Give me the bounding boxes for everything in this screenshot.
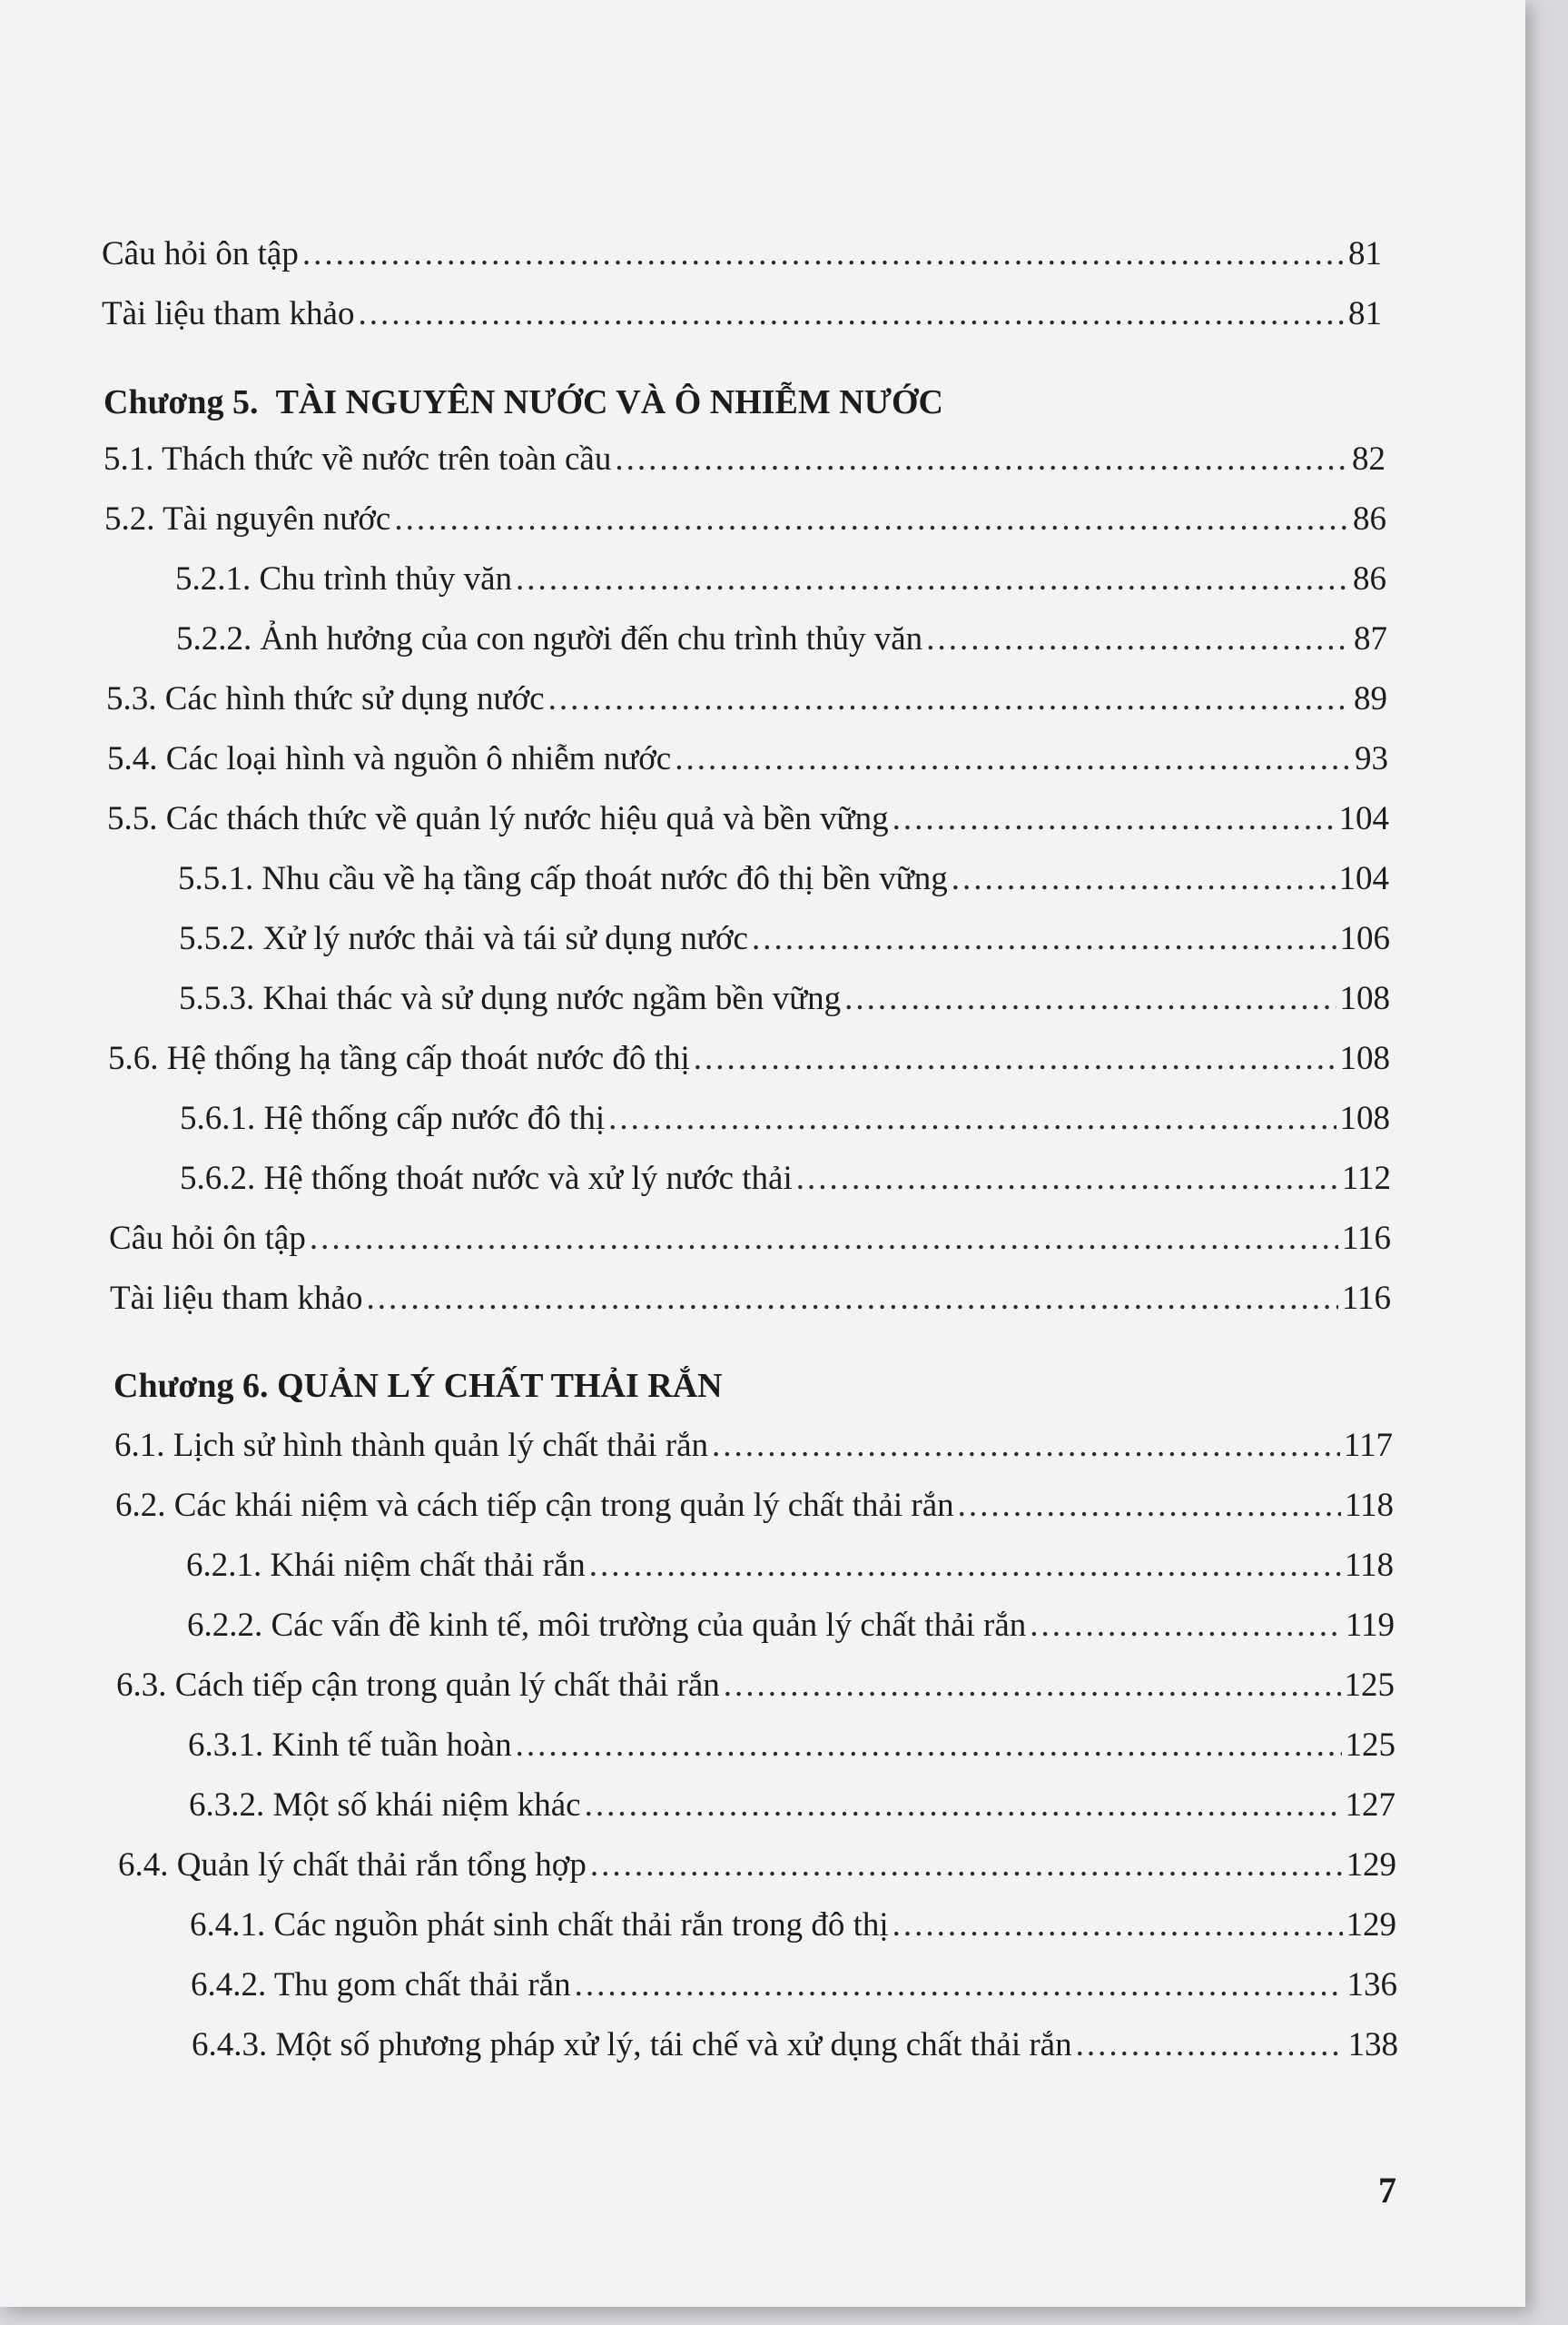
- toc-entry: [104, 500, 1386, 539]
- toc-entry-title: 6.3.1. Kinh tế tuần hoàn: [188, 1726, 512, 1764]
- chapter-6-label: Chương 6.: [113, 1367, 269, 1405]
- toc-entry-page: 116: [1341, 1280, 1391, 1317]
- toc-leader-dots: [752, 919, 1336, 959]
- toc-entry-title: 6.2. Các khái niệm và cách tiếp cận trong quản lý chất thải rắn: [115, 1487, 954, 1524]
- toc-entry-title: 6.3.2. Một số khái niệm khác: [189, 1786, 581, 1824]
- toc-entry-page: 125: [1344, 1667, 1395, 1704]
- toc-entry-title: Câu hỏi ôn tập: [102, 235, 299, 272]
- toc-entry: [176, 619, 1387, 659]
- chapter-6-heading: [113, 1365, 723, 1407]
- toc-entry: [180, 1099, 1390, 1139]
- toc-entry-title: 5.5.2. Xử lý nước thải và tái sử dụng nước: [179, 920, 748, 957]
- toc-entry-page: 106: [1339, 920, 1390, 957]
- toc-leader-dots: [1076, 2025, 1345, 2065]
- toc-entry: [107, 799, 1389, 839]
- toc-entry-title: 5.3. Các hình thức sử dụng nước: [106, 680, 545, 717]
- toc-entry-title: 5.5.1. Nhu cầu về hạ tầng cấp thoát nước đô thị bền vững: [178, 860, 948, 897]
- toc-entry: [186, 1546, 1394, 1586]
- toc-leader-dots: [952, 859, 1336, 899]
- toc-entry-title: 5.6.1. Hệ thống cấp nước đô thị: [180, 1100, 606, 1137]
- toc-leader-dots: [516, 559, 1349, 599]
- toc-entry-title: 5.5.3. Khai thác và sử dụng nước ngầm bền vững: [179, 980, 842, 1017]
- toc-entry-page: 108: [1339, 1100, 1390, 1137]
- toc-entry-page: 116: [1341, 1220, 1391, 1257]
- toc-leader-dots: [589, 1546, 1341, 1586]
- toc-leader-dots: [796, 1159, 1338, 1199]
- toc-entry-page: 108: [1339, 1040, 1390, 1077]
- toc-leader-dots: [844, 979, 1336, 1019]
- toc-leader-dots: [358, 294, 1345, 334]
- toc-entry-title: 6.2.2. Các vấn đề kinh tế, môi trường của quản lý chất thải rắn: [187, 1607, 1027, 1644]
- chapter-5-label: Chương 5.: [104, 383, 259, 421]
- toc-leader-dots: [548, 679, 1350, 719]
- toc-entry-title: 6.3. Cách tiếp cận trong quản lý chất thải rắn: [116, 1667, 720, 1704]
- toc-entry: [115, 1486, 1394, 1526]
- toc-entry-page: 118: [1344, 1547, 1394, 1584]
- toc-entry: [191, 1965, 1397, 2005]
- toc-leader-dots: [366, 1279, 1337, 1319]
- toc-entry-page: 136: [1346, 1966, 1397, 2003]
- toc-entry: [108, 1039, 1390, 1079]
- toc-leader-dots: [302, 234, 1345, 274]
- toc-entry-title: 5.6.2. Hệ thống thoát nước và xử lý nước thải: [180, 1160, 793, 1197]
- toc-entry-page: 127: [1345, 1786, 1395, 1824]
- toc-entry-title: 5.6. Hệ thống hạ tầng cấp thoát nước đô thị: [108, 1040, 690, 1077]
- toc-leader-dots: [310, 1219, 1338, 1259]
- toc-entry-page: 93: [1355, 740, 1388, 777]
- toc-entry: [107, 739, 1388, 779]
- toc-entry-page: 87: [1354, 620, 1387, 658]
- toc-entry: [175, 559, 1386, 599]
- toc-entry-title: 5.2.2. Ảnh hưởng của con người đến chu trình thủy văn: [176, 620, 923, 658]
- toc-entry: [110, 1279, 1391, 1319]
- toc-entry-page: 125: [1345, 1726, 1395, 1764]
- toc-entry: [178, 859, 1389, 899]
- toc-entry-page: 129: [1346, 1906, 1396, 1944]
- toc-entry-title: 6.2.1. Khái niệm chất thải rắn: [186, 1547, 586, 1584]
- toc-leader-dots: [712, 1426, 1340, 1466]
- chapter-6-title: QUẢN LÝ CHẤT THẢI RẮN: [277, 1367, 723, 1405]
- toc-leader-dots: [675, 739, 1351, 779]
- toc-entry: [106, 679, 1387, 719]
- toc-entry: [114, 1426, 1393, 1466]
- toc-entry-page: 82: [1352, 440, 1386, 478]
- toc-entry: [190, 1905, 1396, 1945]
- toc-leader-dots: [926, 619, 1350, 659]
- toc-entry-page: 119: [1345, 1607, 1395, 1644]
- toc-entry: [118, 1845, 1396, 1885]
- toc-entry-page: 86: [1353, 560, 1386, 598]
- toc-entry-title: 5.5. Các thách thức về quản lý nước hiệu quả và bền vững: [107, 800, 889, 837]
- toc-entry: [104, 440, 1386, 480]
- toc-entry-title: Tài liệu tham khảo: [102, 295, 355, 332]
- toc-entry-page: 138: [1347, 2026, 1398, 2063]
- toc-entry: [109, 1219, 1391, 1259]
- toc-entry-page: 89: [1354, 680, 1387, 717]
- toc-entry-page: 104: [1338, 860, 1389, 897]
- toc-leader-dots: [516, 1726, 1342, 1766]
- toc-entry-title: Câu hỏi ôn tập: [109, 1220, 306, 1257]
- toc-entry-title: 5.1. Thách thức về nước trên toàn cầu: [104, 440, 612, 478]
- toc-leader-dots: [394, 500, 1349, 539]
- page-number: 7: [1378, 2170, 1396, 2211]
- toc-entry-page: 104: [1338, 800, 1389, 837]
- toc-entry: [102, 294, 1382, 334]
- chapter-5-title: TÀI NGUYÊN NƯỚC VÀ Ô NHIỄM NƯỚC: [275, 383, 943, 421]
- toc-entry: [179, 979, 1390, 1019]
- toc-entry: [188, 1726, 1395, 1766]
- toc-leader-dots: [1030, 1606, 1342, 1646]
- toc-entry: [192, 2025, 1398, 2065]
- toc-entry: [187, 1606, 1395, 1646]
- toc-entry-title: 6.4.2. Thu gom chất thải rắn: [191, 1966, 571, 2003]
- toc-leader-dots: [694, 1039, 1336, 1079]
- toc-entry-page: 118: [1344, 1487, 1394, 1524]
- toc-entry: [116, 1666, 1395, 1706]
- toc-entry-title: 6.4.3. Một số phương pháp xử lý, tái chế và xử dụng chất thải rắn: [192, 2026, 1072, 2063]
- toc-leader-dots: [892, 1905, 1343, 1945]
- toc-entry-title: Tài liệu tham khảo: [110, 1280, 363, 1317]
- toc-entry-title: 6.1. Lịch sử hình thành quản lý chất thải rắn: [114, 1427, 709, 1464]
- toc-leader-dots: [724, 1666, 1341, 1706]
- toc-leader-dots: [892, 799, 1336, 839]
- toc-entry: [179, 919, 1390, 959]
- toc-entry-title: 6.4. Quản lý chất thải rắn tổng hợp: [118, 1846, 587, 1884]
- toc-entry-page: 129: [1346, 1846, 1396, 1884]
- toc-entry-title: 6.4.1. Các nguồn phát sinh chất thải rắn trong đô thị: [190, 1906, 889, 1944]
- toc-leader-dots: [958, 1486, 1341, 1526]
- toc-entry-page: 81: [1348, 235, 1382, 272]
- toc-leader-dots: [575, 1965, 1344, 2005]
- toc-entry-page: 86: [1353, 500, 1386, 538]
- toc-entry: [180, 1159, 1391, 1199]
- toc-leader-dots: [585, 1786, 1342, 1825]
- toc-entry-page: 81: [1348, 295, 1382, 332]
- toc-leader-dots: [615, 440, 1348, 480]
- toc-entry-page: 108: [1339, 980, 1390, 1017]
- toc-entry-page: 112: [1341, 1160, 1391, 1197]
- toc-entry-title: 5.4. Các loại hình và nguồn ô nhiễm nước: [107, 740, 672, 777]
- toc-leader-dots: [590, 1845, 1343, 1885]
- toc-entry-page: 117: [1343, 1427, 1393, 1464]
- toc-entry-title: 5.2. Tài nguyên nước: [104, 500, 391, 538]
- toc-entry: [102, 234, 1382, 274]
- toc-leader-dots: [608, 1099, 1336, 1139]
- toc-entry-title: 5.2.1. Chu trình thủy văn: [175, 560, 513, 598]
- toc-entry: [189, 1786, 1395, 1825]
- chapter-5-heading: [104, 381, 943, 423]
